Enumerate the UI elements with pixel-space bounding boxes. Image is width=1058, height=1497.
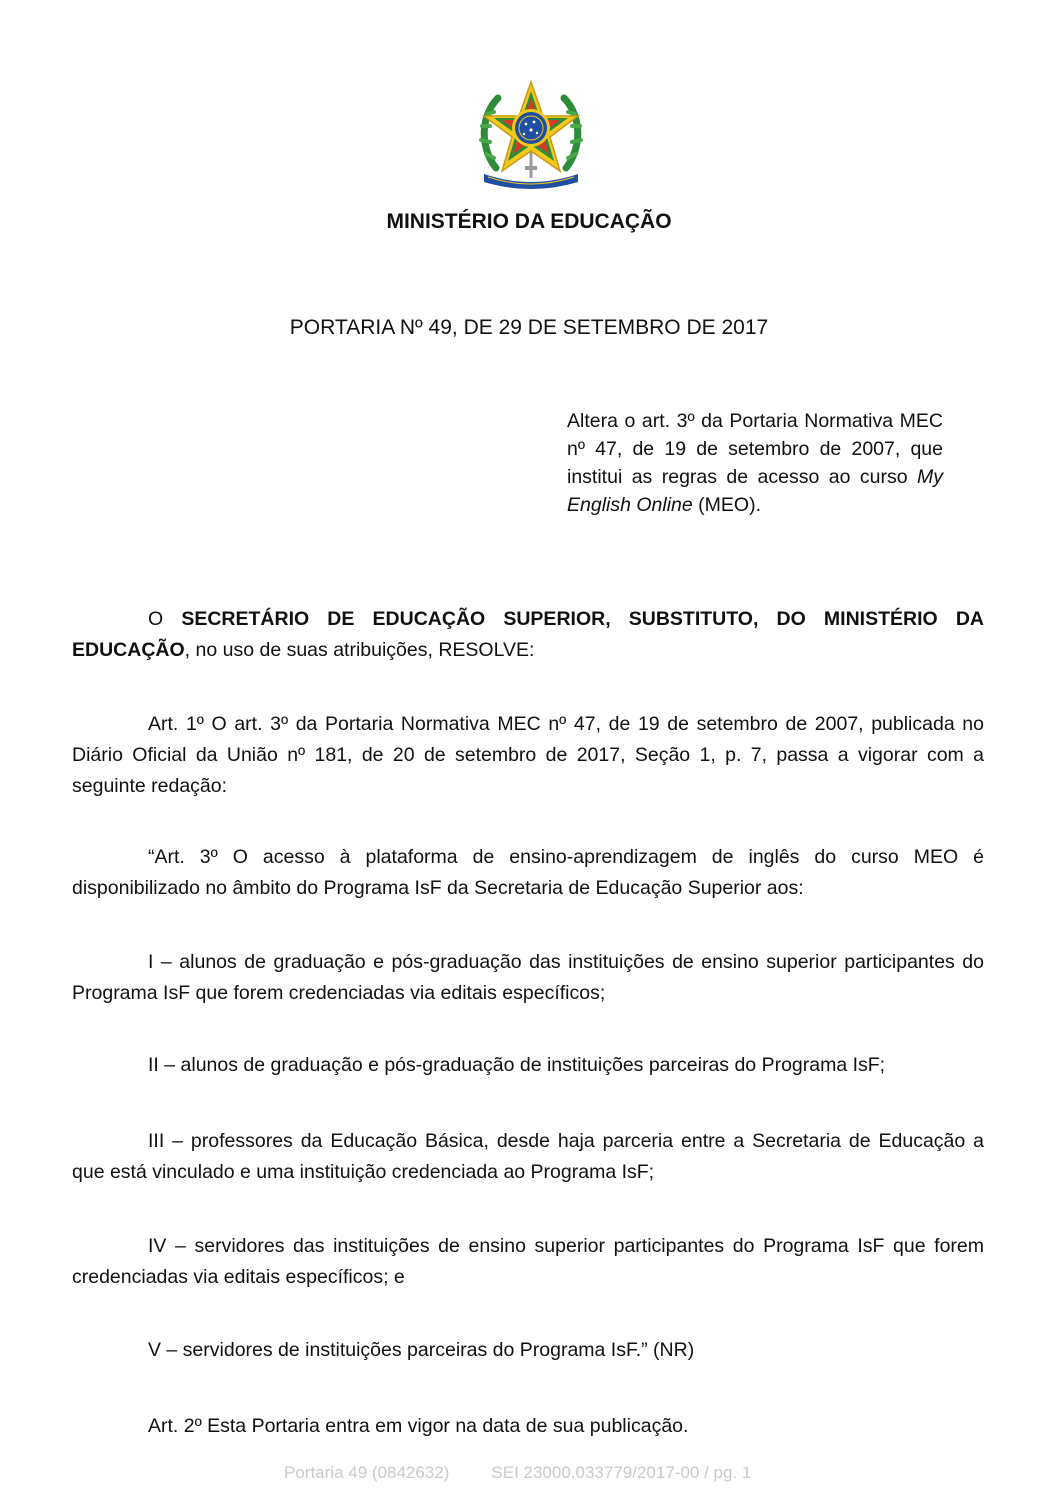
- ministry-heading: MINISTÉRIO DA EDUCAÇÃO: [386, 210, 672, 233]
- ementa-course-name: My English Online: [567, 466, 943, 516]
- inciso-ii: II – alunos de graduação e pós-graduação de instituições parceiras do Programa IsF;: [148, 1054, 886, 1076]
- preamble-paragraph: [72, 604, 984, 666]
- inciso-iv: IV – servidores das instituições de ensino superior participantes do Programa IsF que forem credenciadas via editais específicos; e: [72, 1235, 984, 1288]
- ementa-text-end: (MEO).: [692, 494, 761, 516]
- footer-process-ref: SEI 23000.033779/2017-00 / pg. 1: [491, 1463, 752, 1482]
- article-1: Art. 1º O art. 3º da Portaria Normativa MEC nº 47, de 19 de setembro de 2007, publicada no Diário Oficial da União nº 181, de 20 de setembro de 2017, Seção 1, p. 7, passa a vigorar com a seguinte redação:: [72, 713, 984, 797]
- article-2: Art. 2º Esta Portaria entra em vigor na data de sua publicação.: [148, 1415, 689, 1437]
- page-footer: [284, 1462, 751, 1484]
- ementa-summary: [567, 407, 943, 519]
- inciso-v: V – servidores de instituições parceiras do Programa IsF.” (NR): [148, 1339, 695, 1361]
- brazil-coat-of-arms-icon: [474, 78, 588, 190]
- footer-doc-ref: Portaria 49 (0842632): [284, 1463, 450, 1482]
- inciso-iii: III – professores da Educação Básica, desde haja parceria entre a Secretaria de Educação a que está vinculado e uma instituição credenciada ao Programa IsF;: [72, 1130, 984, 1183]
- inciso-i: I – alunos de graduação e pós-graduação das instituições de ensino superior participantes do Programa IsF que forem credenciadas via editais específicos;: [72, 951, 984, 1004]
- article-3-new-wording: “Art. 3º O acesso à plataforma de ensino-aprendizagem de inglês do curso MEO é disponibilizado no âmbito do Programa IsF da Secretaria de Educação Superior aos:: [72, 846, 984, 899]
- authority-title: SECRETÁRIO DE EDUCAÇÃO SUPERIOR, SUBSTITUTO, DO MINISTÉRIO DA EDUCAÇÃO: [72, 608, 984, 661]
- document-title: PORTARIA Nº 49, DE 29 DE SETEMBRO DE 2017: [289, 316, 769, 339]
- ementa-text: Altera o art. 3º da Portaria Normativa MEC nº 47, de 19 de setembro de 2007, que institui as regras de acesso ao curso: [567, 410, 943, 488]
- preamble-lead: O: [148, 608, 182, 630]
- preamble-resolve: , no uso de suas atribuições, RESOLVE:: [184, 639, 535, 661]
